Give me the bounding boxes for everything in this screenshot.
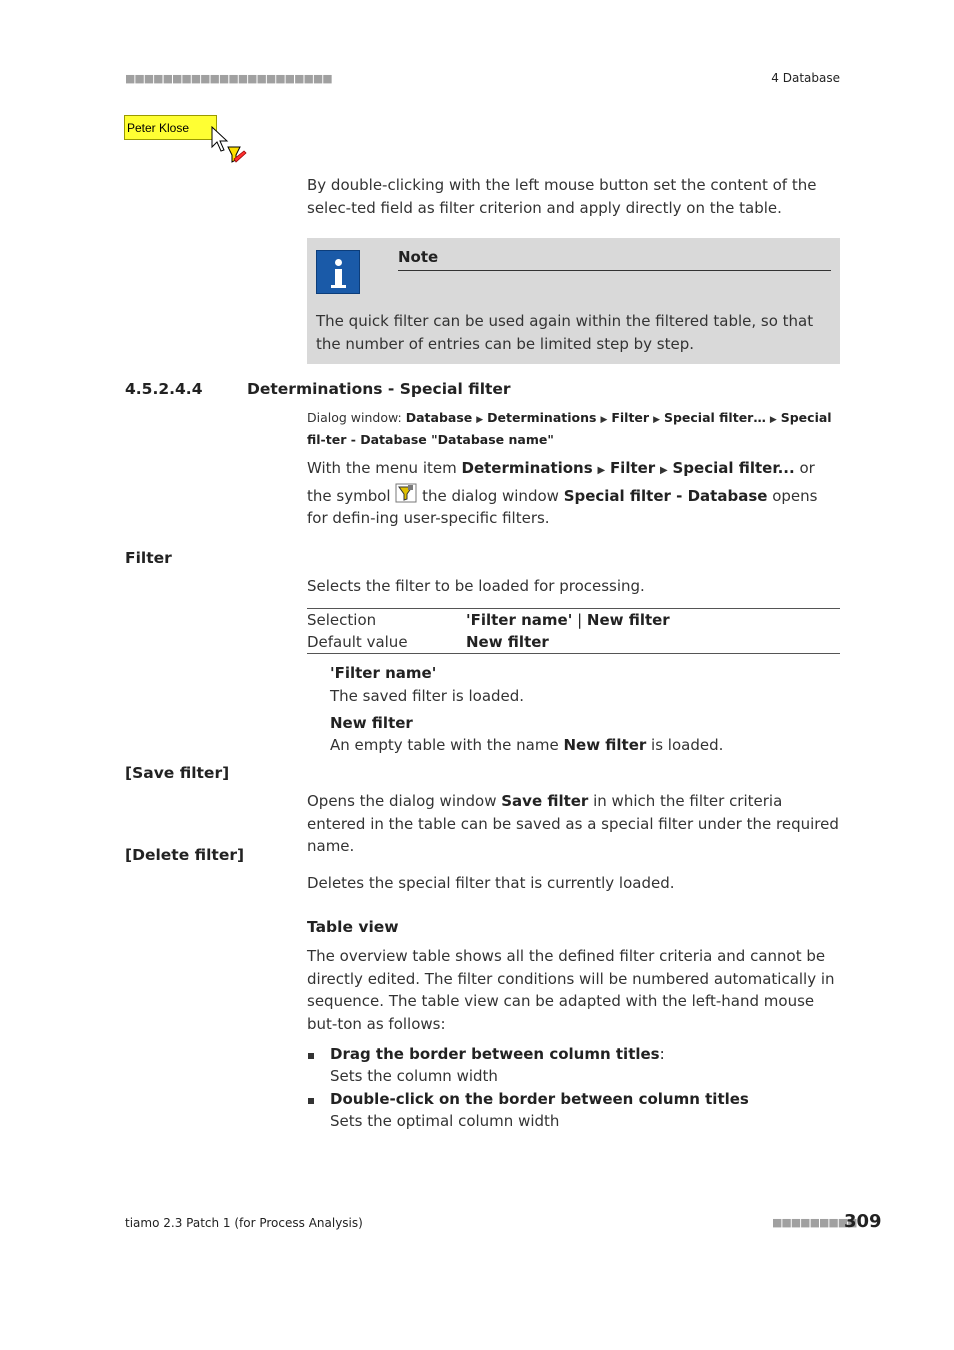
info-icon — [316, 250, 360, 294]
text-run: the dialog window — [417, 486, 564, 505]
note-divider — [398, 270, 831, 271]
table-value: 'Filter name' | New filter — [466, 611, 670, 629]
arrow-right-icon: ▶ — [597, 465, 606, 476]
text-run: opens for defin-ing user-specific filters. — [307, 486, 818, 527]
filter-description: Selects the filter to be loaded for processing. — [307, 577, 645, 595]
text-run: With the menu item — [307, 459, 462, 477]
cursor-filter-icon — [210, 125, 250, 167]
dialog-name: Special filter - Database — [563, 486, 768, 505]
tooltip-box — [124, 115, 217, 140]
menu-item-name: Determinations — [461, 459, 593, 477]
bullet-icon — [308, 1098, 314, 1104]
filter-heading: Filter — [125, 549, 172, 567]
note-box — [307, 238, 840, 364]
dialog-path-prefix: Dialog window: — [307, 410, 406, 425]
dialog-path-part: Filter — [611, 410, 650, 425]
table-key: Default value — [307, 633, 408, 651]
quick-filter-description: By double-clicking with the left mouse button set the content of the selec-ted field as filter criterion and apply directly on the table. — [307, 176, 817, 217]
bullet-title: Drag the border between column titles: — [330, 1045, 665, 1063]
table-view-heading: Table view — [307, 918, 399, 936]
option-title: 'Filter name' — [330, 664, 437, 682]
arrow-right-icon: ▶ — [600, 415, 608, 425]
bullet-text: Sets the column width — [330, 1067, 498, 1085]
parameter-table — [307, 608, 840, 654]
save-filter-description: Opens the dialog window Save filter in which the filter criteria entered in the table can be saved as a special filter under the required name. — [307, 792, 839, 855]
footer-product: tiamo 2.3 Patch 1 (for Process Analysis) — [125, 1216, 363, 1230]
section-title: Determinations - Special filter — [247, 380, 511, 398]
dialog-path-part: Special fil-ter - Database "Database name" — [307, 410, 832, 447]
bullet-text: Sets the optimal column width — [330, 1112, 560, 1130]
table-view-description: The overview table shows all the defined filter criteria and cannot be directly edited. The filter conditions will be numbered automatically in sequence. The table view can be adapted with the left-hand mouse but-ton as follows: — [307, 947, 835, 1033]
dialog-path-part: Determinations — [487, 410, 597, 425]
table-row — [307, 609, 840, 631]
menu-item-name: Filter — [609, 459, 656, 477]
header-decoration: ■■■■■■■■■■■■■■■■■■■■■■ — [125, 72, 332, 85]
note-title: Note — [398, 248, 439, 266]
text-run: or the symbol — [307, 459, 815, 505]
arrow-right-icon: ▶ — [476, 415, 484, 425]
table-row — [307, 631, 840, 653]
page-number: 309 — [844, 1211, 882, 1232]
arrow-right-icon: ▶ — [769, 415, 777, 425]
bullet-title: Double-click on the border between column titles — [330, 1090, 749, 1108]
delete-filter-heading: [Delete filter] — [125, 846, 245, 864]
menu-item-description — [307, 457, 842, 530]
table-value: New filter — [466, 633, 549, 651]
bullet-icon — [308, 1053, 314, 1059]
arrow-right-icon: ▶ — [660, 465, 668, 476]
footer-decoration: ■■■■■■■■■ — [772, 1216, 857, 1229]
tooltip-screenshot — [124, 115, 249, 167]
option-description: An empty table with the name New filter is loaded. — [330, 736, 724, 754]
dialog-path-part: Special filter… — [663, 410, 766, 425]
dialog-path-part: Database — [405, 410, 473, 425]
dialog-path — [307, 408, 842, 449]
arrow-right-icon: ▶ — [653, 415, 660, 425]
chapter-title: 4 Database — [771, 71, 840, 85]
option-description: The saved filter is loaded. — [330, 687, 525, 705]
menu-item-name: Special filter... — [672, 459, 795, 477]
option-title: New filter — [330, 714, 413, 732]
special-filter-icon — [395, 483, 417, 503]
delete-filter-description: Deletes the special filter that is currently loaded. — [307, 874, 675, 892]
tooltip-text: Peter Klose — [127, 121, 190, 135]
table-key: Selection — [307, 611, 377, 629]
note-text: The quick filter can be used again within the filtered table, so that the number of entries can be limited step by step. — [316, 312, 814, 353]
section-number: 4.5.2.4.4 — [125, 380, 203, 398]
save-filter-heading: [Save filter] — [125, 764, 230, 782]
